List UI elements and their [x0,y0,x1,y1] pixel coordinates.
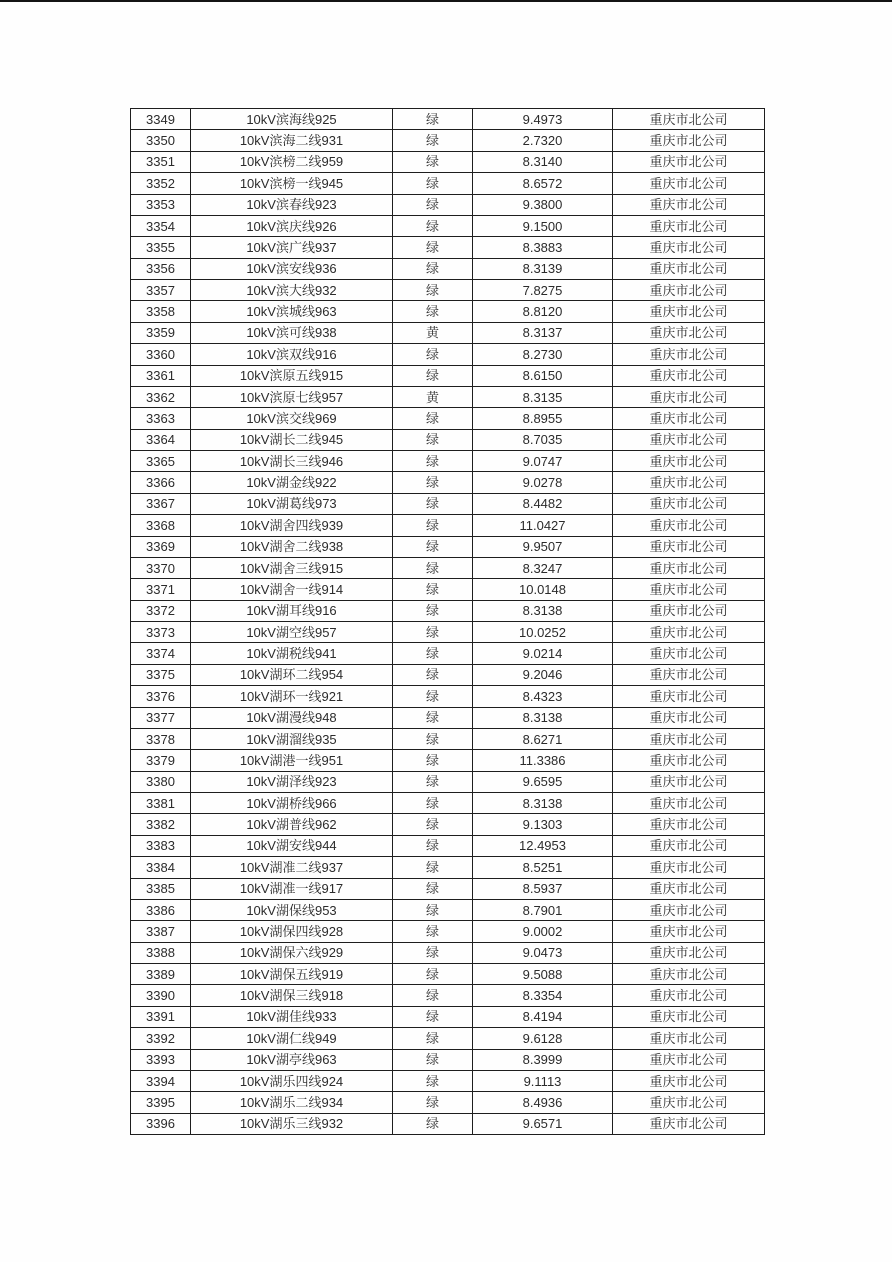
table-row [131,793,765,814]
cell-row-number: 3390 [131,985,191,1006]
table-row [131,429,765,450]
cell-value: 8.7035 [473,429,613,450]
cell-company: 重庆市北公司 [613,451,765,472]
cell-company: 重庆市北公司 [613,365,765,386]
cell-status: 黄 [393,386,473,407]
cell-status: 绿 [393,151,473,172]
cell-line-name: 10kV滨海线925 [191,109,393,130]
cell-status: 绿 [393,1092,473,1113]
cell-value: 8.3999 [473,1049,613,1070]
table-row [131,942,765,963]
cell-status: 绿 [393,579,473,600]
cell-line-name: 10kV湖舍二线938 [191,536,393,557]
cell-status: 绿 [393,215,473,236]
cell-status: 绿 [393,1028,473,1049]
cell-line-name: 10kV湖保四线928 [191,921,393,942]
cell-value: 8.5251 [473,857,613,878]
cell-line-name: 10kV湖空线957 [191,622,393,643]
cell-company: 重庆市北公司 [613,408,765,429]
table-row [131,151,765,172]
table-row [131,472,765,493]
cell-value: 9.0002 [473,921,613,942]
cell-row-number: 3368 [131,515,191,536]
cell-value: 8.2730 [473,344,613,365]
cell-row-number: 3359 [131,322,191,343]
cell-company: 重庆市北公司 [613,600,765,621]
cell-company: 重庆市北公司 [613,280,765,301]
table-row [131,515,765,536]
cell-line-name: 10kV滨双线916 [191,344,393,365]
cell-value: 9.0214 [473,643,613,664]
cell-company: 重庆市北公司 [613,151,765,172]
cell-row-number: 3383 [131,835,191,856]
cell-status: 绿 [393,771,473,792]
cell-company: 重庆市北公司 [613,429,765,450]
cell-line-name: 10kV湖准二线937 [191,857,393,878]
table-row [131,1070,765,1091]
cell-status: 绿 [393,622,473,643]
table-row [131,985,765,1006]
cell-company: 重庆市北公司 [613,750,765,771]
cell-line-name: 10kV湖葛线973 [191,493,393,514]
line-data-table [130,108,765,1135]
cell-company: 重庆市北公司 [613,664,765,685]
cell-line-name: 10kV湖佳线933 [191,1006,393,1027]
cell-status: 绿 [393,600,473,621]
cell-value: 8.3137 [473,322,613,343]
cell-company: 重庆市北公司 [613,322,765,343]
cell-status: 绿 [393,258,473,279]
cell-line-name: 10kV湖安线944 [191,835,393,856]
table-row [131,173,765,194]
cell-value: 9.5088 [473,964,613,985]
cell-row-number: 3352 [131,173,191,194]
cell-row-number: 3374 [131,643,191,664]
table-row [131,643,765,664]
table-row [131,600,765,621]
cell-status: 绿 [393,515,473,536]
cell-value: 8.8120 [473,301,613,322]
table-row [131,878,765,899]
cell-company: 重庆市北公司 [613,1028,765,1049]
table-row [131,408,765,429]
table-row [131,536,765,557]
cell-row-number: 3363 [131,408,191,429]
cell-company: 重庆市北公司 [613,985,765,1006]
cell-row-number: 3382 [131,814,191,835]
cell-status: 绿 [393,964,473,985]
table-row [131,728,765,749]
cell-status: 绿 [393,942,473,963]
cell-value: 9.2046 [473,664,613,685]
cell-status: 绿 [393,664,473,685]
cell-row-number: 3395 [131,1092,191,1113]
cell-value: 9.6128 [473,1028,613,1049]
cell-row-number: 3362 [131,386,191,407]
cell-line-name: 10kV湖舍三线915 [191,557,393,578]
cell-line-name: 10kV滨可线938 [191,322,393,343]
table-row [131,109,765,130]
cell-row-number: 3355 [131,237,191,258]
cell-status: 绿 [393,109,473,130]
cell-status: 绿 [393,451,473,472]
cell-line-name: 10kV湖保线953 [191,899,393,920]
cell-line-name: 10kV湖保六线929 [191,942,393,963]
cell-company: 重庆市北公司 [613,1092,765,1113]
cell-value: 8.4323 [473,686,613,707]
cell-status: 绿 [393,130,473,151]
table-row [131,1028,765,1049]
cell-line-name: 10kV湖舍一线914 [191,579,393,600]
cell-line-name: 10kV滨海二线931 [191,130,393,151]
cell-status: 绿 [393,493,473,514]
cell-company: 重庆市北公司 [613,707,765,728]
cell-row-number: 3360 [131,344,191,365]
table-row [131,1092,765,1113]
table-row [131,1113,765,1134]
cell-row-number: 3385 [131,878,191,899]
cell-row-number: 3386 [131,899,191,920]
cell-value: 8.4482 [473,493,613,514]
cell-value: 8.3138 [473,793,613,814]
cell-row-number: 3392 [131,1028,191,1049]
cell-line-name: 10kV湖保五线919 [191,964,393,985]
table-row [131,493,765,514]
cell-row-number: 3381 [131,793,191,814]
cell-company: 重庆市北公司 [613,579,765,600]
cell-row-number: 3370 [131,557,191,578]
cell-status: 绿 [393,707,473,728]
cell-company: 重庆市北公司 [613,386,765,407]
cell-line-name: 10kV湖乐三线932 [191,1113,393,1134]
cell-company: 重庆市北公司 [613,857,765,878]
table-row [131,258,765,279]
cell-line-name: 10kV湖泽线923 [191,771,393,792]
cell-status: 绿 [393,344,473,365]
cell-row-number: 3369 [131,536,191,557]
cell-status: 绿 [393,173,473,194]
cell-status: 绿 [393,985,473,1006]
cell-company: 重庆市北公司 [613,557,765,578]
cell-row-number: 3377 [131,707,191,728]
table-row [131,857,765,878]
cell-row-number: 3365 [131,451,191,472]
cell-company: 重庆市北公司 [613,258,765,279]
cell-line-name: 10kV湖仁线949 [191,1028,393,1049]
cell-line-name: 10kV滨榜二线959 [191,151,393,172]
cell-row-number: 3364 [131,429,191,450]
cell-status: 绿 [393,536,473,557]
cell-line-name: 10kV湖准一线917 [191,878,393,899]
cell-value: 8.3138 [473,707,613,728]
cell-status: 绿 [393,1070,473,1091]
cell-line-name: 10kV滨庆线926 [191,215,393,236]
cell-value: 9.0747 [473,451,613,472]
table-row [131,964,765,985]
table-body [131,109,765,1135]
cell-company: 重庆市北公司 [613,173,765,194]
table-row [131,344,765,365]
cell-status: 绿 [393,557,473,578]
cell-value: 9.3800 [473,194,613,215]
table-row [131,707,765,728]
cell-value: 8.3135 [473,386,613,407]
cell-status: 黄 [393,322,473,343]
cell-company: 重庆市北公司 [613,1049,765,1070]
cell-value: 9.1303 [473,814,613,835]
cell-line-name: 10kV滨城线963 [191,301,393,322]
cell-line-name: 10kV湖普线962 [191,814,393,835]
cell-line-name: 10kV湖环二线954 [191,664,393,685]
cell-company: 重庆市北公司 [613,344,765,365]
cell-status: 绿 [393,921,473,942]
cell-value: 9.1113 [473,1070,613,1091]
cell-line-name: 10kV滨大线932 [191,280,393,301]
cell-line-name: 10kV湖亭线963 [191,1049,393,1070]
table-row [131,579,765,600]
cell-status: 绿 [393,857,473,878]
table-row [131,280,765,301]
table-row [131,771,765,792]
cell-row-number: 3378 [131,728,191,749]
cell-row-number: 3367 [131,493,191,514]
cell-value: 12.4953 [473,835,613,856]
cell-company: 重庆市北公司 [613,536,765,557]
cell-value: 8.7901 [473,899,613,920]
cell-row-number: 3391 [131,1006,191,1027]
cell-row-number: 3358 [131,301,191,322]
cell-company: 重庆市北公司 [613,835,765,856]
cell-value: 7.8275 [473,280,613,301]
cell-status: 绿 [393,643,473,664]
cell-company: 重庆市北公司 [613,728,765,749]
table-row [131,365,765,386]
cell-value: 8.6572 [473,173,613,194]
table-row [131,322,765,343]
cell-row-number: 3396 [131,1113,191,1134]
cell-line-name: 10kV湖长三线946 [191,451,393,472]
cell-line-name: 10kV湖耳线916 [191,600,393,621]
table-row [131,899,765,920]
cell-line-name: 10kV湖保三线918 [191,985,393,1006]
scan-edge-artifact [0,0,892,2]
cell-row-number: 3376 [131,686,191,707]
cell-value: 8.6271 [473,728,613,749]
cell-company: 重庆市北公司 [613,814,765,835]
table-row [131,921,765,942]
cell-value: 8.8955 [473,408,613,429]
cell-status: 绿 [393,280,473,301]
cell-row-number: 3366 [131,472,191,493]
cell-company: 重庆市北公司 [613,515,765,536]
cell-row-number: 3375 [131,664,191,685]
cell-line-name: 10kV湖乐四线924 [191,1070,393,1091]
table-row [131,664,765,685]
cell-company: 重庆市北公司 [613,771,765,792]
cell-value: 11.0427 [473,515,613,536]
cell-company: 重庆市北公司 [613,643,765,664]
cell-status: 绿 [393,1113,473,1134]
cell-value: 8.3883 [473,237,613,258]
cell-value: 8.6150 [473,365,613,386]
cell-row-number: 3353 [131,194,191,215]
table-row [131,451,765,472]
cell-row-number: 3394 [131,1070,191,1091]
cell-line-name: 10kV湖长二线945 [191,429,393,450]
cell-line-name: 10kV滨榜一线945 [191,173,393,194]
cell-status: 绿 [393,899,473,920]
cell-company: 重庆市北公司 [613,301,765,322]
cell-line-name: 10kV滨原五线915 [191,365,393,386]
table-row [131,835,765,856]
cell-status: 绿 [393,793,473,814]
cell-company: 重庆市北公司 [613,899,765,920]
cell-value: 10.0148 [473,579,613,600]
cell-company: 重庆市北公司 [613,1113,765,1134]
table-row [131,622,765,643]
cell-value: 8.3139 [473,258,613,279]
cell-status: 绿 [393,728,473,749]
cell-row-number: 3354 [131,215,191,236]
cell-row-number: 3388 [131,942,191,963]
cell-company: 重庆市北公司 [613,793,765,814]
cell-company: 重庆市北公司 [613,942,765,963]
table-row [131,130,765,151]
cell-status: 绿 [393,429,473,450]
cell-row-number: 3356 [131,258,191,279]
cell-status: 绿 [393,750,473,771]
cell-status: 绿 [393,408,473,429]
cell-row-number: 3351 [131,151,191,172]
cell-value: 9.6571 [473,1113,613,1134]
cell-row-number: 3393 [131,1049,191,1070]
cell-status: 绿 [393,835,473,856]
cell-value: 9.0473 [473,942,613,963]
cell-status: 绿 [393,686,473,707]
cell-company: 重庆市北公司 [613,622,765,643]
cell-row-number: 3372 [131,600,191,621]
table-row [131,237,765,258]
cell-status: 绿 [393,237,473,258]
cell-status: 绿 [393,1049,473,1070]
cell-line-name: 10kV湖环一线921 [191,686,393,707]
cell-status: 绿 [393,301,473,322]
cell-status: 绿 [393,365,473,386]
cell-value: 8.3138 [473,600,613,621]
cell-value: 8.4194 [473,1006,613,1027]
cell-value: 8.3354 [473,985,613,1006]
table-row [131,301,765,322]
cell-value: 9.1500 [473,215,613,236]
cell-company: 重庆市北公司 [613,921,765,942]
cell-value: 11.3386 [473,750,613,771]
cell-value: 9.4973 [473,109,613,130]
cell-company: 重庆市北公司 [613,1070,765,1091]
table-row [131,194,765,215]
cell-value: 8.3247 [473,557,613,578]
cell-status: 绿 [393,1006,473,1027]
cell-value: 10.0252 [473,622,613,643]
cell-line-name: 10kV湖溜线935 [191,728,393,749]
cell-line-name: 10kV湖漫线948 [191,707,393,728]
cell-line-name: 10kV湖金线922 [191,472,393,493]
cell-value: 2.7320 [473,130,613,151]
cell-company: 重庆市北公司 [613,493,765,514]
cell-value: 8.5937 [473,878,613,899]
cell-company: 重庆市北公司 [613,964,765,985]
cell-status: 绿 [393,194,473,215]
cell-row-number: 3371 [131,579,191,600]
cell-company: 重庆市北公司 [613,130,765,151]
cell-company: 重庆市北公司 [613,237,765,258]
cell-value: 9.9507 [473,536,613,557]
cell-line-name: 10kV湖舍四线939 [191,515,393,536]
table-row [131,215,765,236]
cell-line-name: 10kV湖桥线966 [191,793,393,814]
cell-value: 9.6595 [473,771,613,792]
cell-row-number: 3380 [131,771,191,792]
cell-status: 绿 [393,878,473,899]
cell-row-number: 3349 [131,109,191,130]
table-row [131,557,765,578]
cell-company: 重庆市北公司 [613,878,765,899]
cell-company: 重庆市北公司 [613,194,765,215]
cell-line-name: 10kV滨春线923 [191,194,393,215]
cell-line-name: 10kV湖港一线951 [191,750,393,771]
cell-row-number: 3361 [131,365,191,386]
cell-company: 重庆市北公司 [613,472,765,493]
table-row [131,814,765,835]
cell-row-number: 3387 [131,921,191,942]
cell-line-name: 10kV滨交线969 [191,408,393,429]
cell-line-name: 10kV滨安线936 [191,258,393,279]
table-row [131,750,765,771]
cell-row-number: 3373 [131,622,191,643]
cell-row-number: 3389 [131,964,191,985]
cell-value: 8.4936 [473,1092,613,1113]
cell-row-number: 3379 [131,750,191,771]
cell-status: 绿 [393,814,473,835]
cell-line-name: 10kV湖乐二线934 [191,1092,393,1113]
cell-row-number: 3384 [131,857,191,878]
table-row [131,1006,765,1027]
cell-company: 重庆市北公司 [613,215,765,236]
cell-company: 重庆市北公司 [613,109,765,130]
cell-line-name: 10kV滨原七线957 [191,386,393,407]
table-row [131,386,765,407]
cell-status: 绿 [393,472,473,493]
cell-line-name: 10kV滨广线937 [191,237,393,258]
cell-company: 重庆市北公司 [613,1006,765,1027]
cell-company: 重庆市北公司 [613,686,765,707]
table-row [131,1049,765,1070]
cell-row-number: 3350 [131,130,191,151]
cell-value: 8.3140 [473,151,613,172]
cell-row-number: 3357 [131,280,191,301]
cell-line-name: 10kV湖税线941 [191,643,393,664]
cell-value: 9.0278 [473,472,613,493]
table-row [131,686,765,707]
